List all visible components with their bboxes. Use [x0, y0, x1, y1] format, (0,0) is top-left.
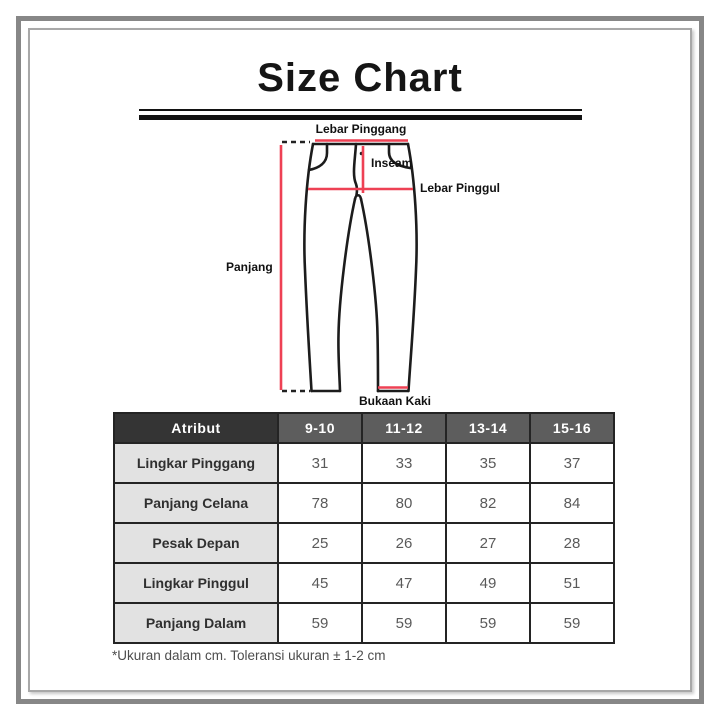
column-header-size-4: 15-16	[530, 413, 614, 443]
cell-value: 27	[446, 523, 530, 563]
table-row	[114, 483, 614, 523]
cell-value: 59	[530, 603, 614, 643]
cell-value: 84	[530, 483, 614, 523]
cell-value: 49	[446, 563, 530, 603]
label-hip: Lebar Pinggul	[420, 181, 501, 195]
cell-value: 35	[446, 443, 530, 483]
pants-left-inner	[338, 199, 355, 391]
label-leg-opening: Bukaan Kaki	[358, 394, 432, 408]
cell-value: 59	[278, 603, 362, 643]
table-row	[114, 563, 614, 603]
pants-outline	[304, 144, 416, 391]
cell-value: 51	[530, 563, 614, 603]
row-label: Lingkar Pinggang	[114, 443, 278, 483]
cell-value: 82	[446, 483, 530, 523]
column-header-attribute: Atribut	[114, 413, 278, 443]
pants-right-inner	[361, 199, 378, 391]
pants-fly-line	[354, 144, 357, 195]
cell-value: 45	[278, 563, 362, 603]
cell-value: 31	[278, 443, 362, 483]
cell-value: 78	[278, 483, 362, 523]
row-label: Pesak Depan	[114, 523, 278, 563]
row-label: Panjang Celana	[114, 483, 278, 523]
column-header-size-2: 11-12	[362, 413, 446, 443]
cell-value: 59	[362, 603, 446, 643]
cell-value: 26	[362, 523, 446, 563]
column-header-size-1: 9-10	[278, 413, 362, 443]
size-table	[113, 412, 615, 644]
label-inseam: Inseam	[371, 156, 413, 170]
cell-value: 25	[278, 523, 362, 563]
measurement-lines	[281, 141, 413, 391]
table-header-row	[114, 413, 614, 443]
cell-value: 47	[362, 563, 446, 603]
cell-value: 37	[530, 443, 614, 483]
label-waist: Lebar Pinggang	[315, 122, 407, 136]
cell-value: 28	[530, 523, 614, 563]
cell-value: 59	[446, 603, 530, 643]
table-row	[114, 443, 614, 483]
pants-left-outer	[304, 144, 313, 391]
title-divider-thin	[139, 109, 582, 111]
cell-value: 33	[362, 443, 446, 483]
table-row	[114, 603, 614, 643]
row-label: Lingkar Pinggul	[114, 563, 278, 603]
row-label: Panjang Dalam	[114, 603, 278, 643]
cell-value: 80	[362, 483, 446, 523]
pants-right-outer	[408, 144, 417, 391]
table-row	[114, 523, 614, 563]
label-length: Panjang	[226, 260, 273, 274]
column-header-size-3: 13-14	[446, 413, 530, 443]
page-title: Size Chart	[257, 56, 463, 100]
measurement-footnote: *Ukuran dalam cm. Toleransi ukuran ± 1-2 cm	[112, 648, 386, 663]
